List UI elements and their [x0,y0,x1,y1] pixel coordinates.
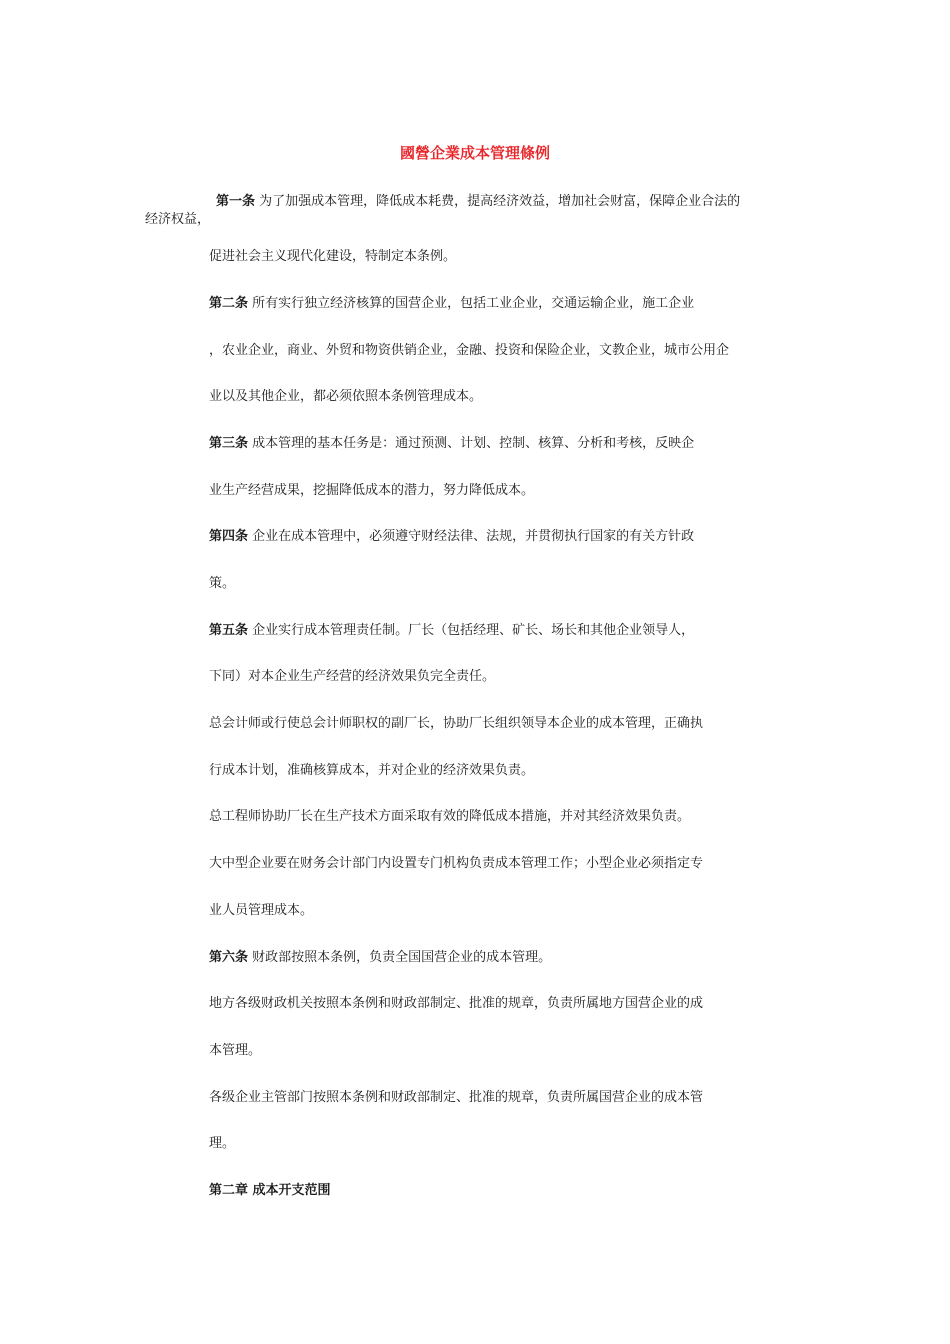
article-1-line-1 [216,193,740,211]
article-5-line-4: 行成本计划，准确核算成本，并对企业的经济效果负责。 [209,763,535,778]
article-5-line-6: 大中型企业要在财务会计部门内设置专门机构负责成本管理工作；小型企业必须指定专 [209,856,704,871]
article-4-line-1 [209,528,694,546]
article-2-line-2: ，农业企业，商业、外贸和物资供销企业，金融、投资和保险企业，文教企业，城市公用企 [209,343,730,358]
article-6-line-3: 本管理。 [209,1043,262,1058]
article-6-line-1 [209,949,551,967]
article-6-line-4: 各级企业主管部门按照本条例和财政部制定、批准的规章，负责所属国营企业的成本管 [209,1090,704,1105]
article-6-label: 第六条 [209,950,249,965]
article-6-text-1: 财政部按照本条例，负责全国国营企业的成本管理。 [252,950,552,965]
article-5-line-7: 业人员管理成本。 [209,903,314,918]
article-3-label: 第三条 [209,436,249,451]
chapter-2-heading: 第二章 成本开支范围 [209,1183,331,1198]
article-6-line-5: 理。 [209,1136,236,1151]
article-5-line-1 [209,622,694,640]
article-1-line-2: 经济权益， [145,212,211,227]
article-2-line-1 [209,295,694,313]
article-4-line-2: 策。 [209,576,236,591]
article-4-label: 第四条 [209,529,249,544]
document-title: 國營企業成本管理條例 [399,144,550,162]
article-5-line-3: 总会计师或行使总会计师职权的副厂长，协助厂长组织领导本企业的成本管理，正确执 [209,716,704,731]
article-1-label: 第一条 [216,194,256,209]
article-1-text-1: 为了加强成本管理，降低成本耗费，提高经济效益，增加社会财富，保障企业合法的 [259,194,741,209]
article-5-line-5: 总工程师协助厂长在生产技术方面采取有效的降低成本措施，并对其经济效果负责。 [209,809,691,824]
article-3-line-1 [209,435,694,453]
article-2-text-1: 所有实行独立经济核算的国营企业，包括工业企业，交通运输企业，施工企业 [252,296,695,311]
article-3-text-1: 成本管理的基本任务是：通过预测、计划、控制、核算、分析和考核，反映企 [252,436,695,451]
article-5-line-2: 下同）对本企业生产经营的经济效果负完全责任。 [209,669,496,684]
article-1-line-3: 促进社会主义现代化建设，特制定本条例。 [209,249,457,264]
article-2-label: 第二条 [209,296,249,311]
article-4-text-1: 企业在成本管理中，必须遵守财经法律、法规，并贯彻执行国家的有关方针政 [252,529,695,544]
article-6-line-2: 地方各级财政机关按照本条例和财政部制定、批准的规章，负责所属地方国营企业的成 [209,996,704,1011]
article-5-label: 第五条 [209,623,249,638]
article-2-line-3: 业以及其他企业，都必须依照本条例管理成本。 [209,389,483,404]
article-5-text-1: 企业实行成本管理责任制。厂长（包括经理、矿长、场长和其他企业领导人， [252,623,695,638]
article-3-line-2: 业生产经营成果，挖掘降低成本的潜力，努力降低成本。 [209,483,535,498]
